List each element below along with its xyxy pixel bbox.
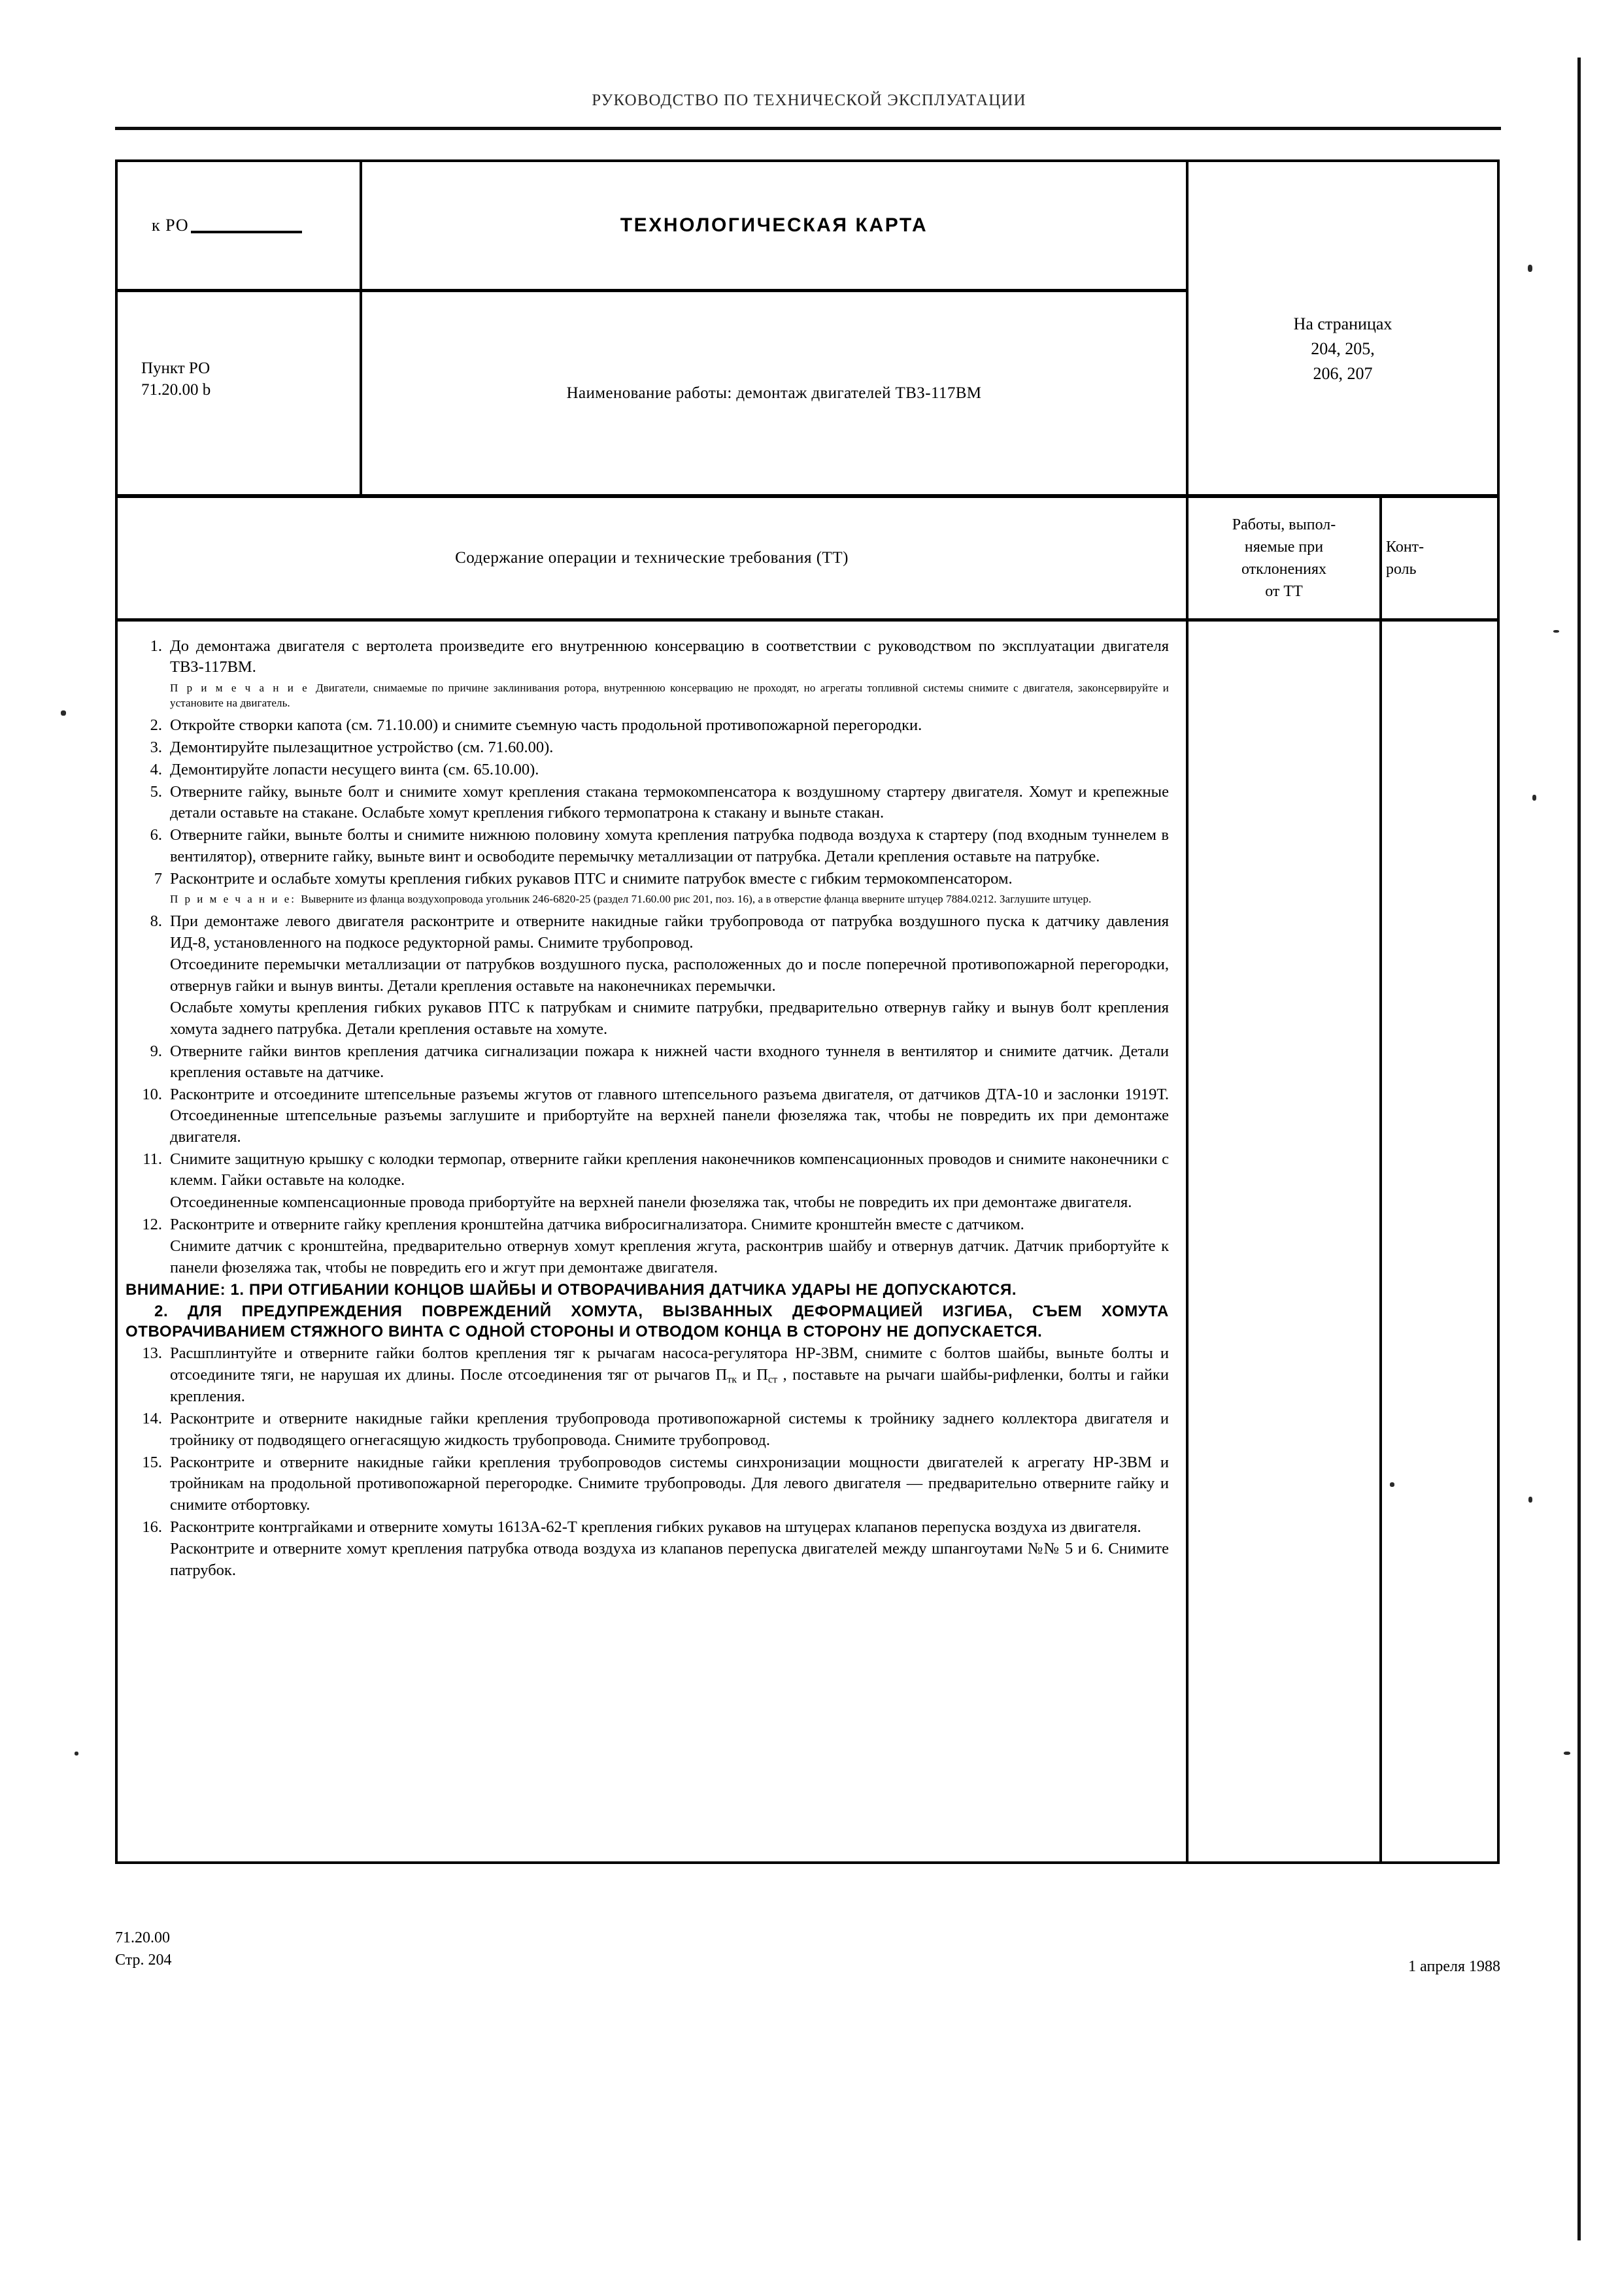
operation-paragraph: Расконтрите и ослабьте хомуты крепления гибких рукавов ПТС и снимите патрубок вместе с гибким термокомпенсатором. <box>170 869 1013 888</box>
operation-body <box>170 1452 1169 1516</box>
operation-body <box>170 1149 1169 1213</box>
footer-left <box>115 1927 171 1971</box>
punkt-ro-label: Пункт РО <box>141 359 211 377</box>
header-rule <box>115 127 1501 130</box>
operation-paragraph: Снимите датчик с кронштейна, предварительно отвернув хомут крепления жгута, расконтрив шайбу и отвернув датчик. Датчик прибортуйте к панели фюзеляжа так, чтобы не повредить его и жгут при демонтаже двигателя. <box>170 1237 1169 1276</box>
scan-speck <box>1564 1752 1570 1755</box>
ro-reference-cell <box>118 162 360 289</box>
operation-number: 14. <box>142 1410 162 1428</box>
punkt-ro-value: 71.20.00 b <box>141 381 211 399</box>
operation-item <box>132 1149 1169 1213</box>
technological-card-table <box>115 159 1500 1864</box>
operation-body <box>170 737 1169 758</box>
footer-section: 71.20.00 <box>115 1929 170 1946</box>
operation-number: 13. <box>142 1344 162 1363</box>
operations-list <box>118 622 1186 1861</box>
operation-paragraph: При демонтаже левого двигателя расконтрите и отверните накидные гайки трубопровода от патрубка воздушного пуска к датчику давления ИД-8, установленного на подкосе редукторной рамы. Снимите трубопровод. <box>170 912 1169 952</box>
operation-item <box>132 782 1169 824</box>
operation-item <box>126 1214 1169 1342</box>
card-title: ТЕХНОЛОГИЧЕСКАЯ КАРТА <box>620 214 928 236</box>
note-text: Выверните из фланца воздухопровода угольник 246-6820-25 (раздел 71.60.00 рис 201, поз. 16), а в отверстие фланца вверните штуцер 7884.0212. Заглушите штуцер. <box>301 893 1092 906</box>
table-divider-vertical <box>1379 494 1382 1861</box>
operation-item <box>132 1517 1169 1581</box>
operation-item <box>132 737 1169 758</box>
operation-body <box>170 782 1169 824</box>
operation-paragraph: Ослабьте хомуты крепления гибких рукавов ПТС к патрубкам и снимите патрубки, предварительно отвернув гайку и вынув болт крепления хомута заднего патрубка. Детали крепления оставьте на хомуте. <box>170 999 1169 1038</box>
operation-body <box>170 1408 1169 1451</box>
punkt-ro-cell <box>118 292 360 494</box>
operation-paragraph: Отверните гайку, выньте болт и снимите хомут крепления стакана термокомпенсатора к воздушному стартеру двигателя. Хомут и крепежные детали оставьте на стакане. Ослабьте хомут крепления гибкого термопатрона к стакану и выньте стакан. <box>170 782 1169 822</box>
running-header: РУКОВОДСТВО ПО ТЕХНИЧЕСКОЙ ЭКСПЛУАТАЦИИ <box>592 92 1026 109</box>
deviations-line-3: отклонениях <box>1241 561 1327 578</box>
ro-blank-field[interactable] <box>191 218 302 233</box>
scan-speck <box>1532 795 1536 801</box>
operation-number: 4. <box>150 760 162 778</box>
operation-item <box>132 1408 1169 1451</box>
column-header-content-label: Содержание операции и технические требования (ТТ) <box>455 549 849 567</box>
operation-item <box>132 1343 1169 1408</box>
operation-paragraph: Снимите защитную крышку с колодки термопар, отверните гайки крепления наконечников компенсационных проводов и снимите наконечники с клемм. Гайки оставьте на колодке. <box>170 1150 1169 1190</box>
operation-item <box>132 1084 1169 1148</box>
operation-paragraph: Расконтрите и отсоедините штепсельные разъемы жгутов от главного штепсельного разъема двигателя, от датчиков ДТА-10 и заслонки 1919Т. Отсоединенные штепсельные разъемы заглушите и прибортуйте на верхней панели фюзеляжа так, чтобы не повредить их при демонтаже двигателя. <box>170 1085 1169 1146</box>
operation-number: 5. <box>150 782 162 801</box>
operation-paragraph: Отсоединенные компенсационные провода прибортуйте на верхней панели фюзеляжа так, чтобы не повредить их при демонтаже двигателя. <box>170 1193 1132 1211</box>
operation-body <box>170 715 1169 736</box>
pages-cell <box>1188 162 1497 494</box>
operation-paragraph: Расконтрите и отверните накидные гайки крепления трубопроводов системы синхронизации мощности двигателей к агрегату НР-3ВМ и тройникам на продольной противопожарной перегородке. Снимите трубопроводы. Для левого двигателя — предварительно отверните гайку и снимите отбортовку. <box>170 1453 1169 1514</box>
operation-number: 3. <box>150 738 162 756</box>
operation-item <box>132 1452 1169 1516</box>
operation-number: 12. <box>142 1215 162 1233</box>
scan-speck <box>61 710 66 716</box>
note-label: П р и м е ч а н и е <box>170 681 316 694</box>
scan-speck <box>1528 265 1532 272</box>
deviations-line-1: Работы, выпол- <box>1232 516 1336 533</box>
card-title-cell <box>362 162 1186 289</box>
operation-body <box>170 869 1169 910</box>
operation-number: 11. <box>143 1150 162 1168</box>
operation-paragraph: Расшплинтуйте и отверните гайки болтов крепления тяг к рычагам насоса-регулятора НР-3ВМ, снимите с болтов шайбы, выньте болты и отсоедините тяги, не нарушая их длины. После отсоединения тяг от рычагов $П_{тк}$ и $П_{ст}$ , поставьте на рычаги шайбы-рифленки, болты и гайки крепления. <box>170 1344 1170 1406</box>
operation-number: 10. <box>142 1085 162 1103</box>
pages-line-1: 204, 205, <box>1311 339 1375 359</box>
operation-paragraph: Отверните гайки, выньте болты и снимите нижнюю половину хомута крепления патрубка подвода воздуха к стартеру (под входным туннелем в вентилятор), отверните гайку, выньте винт и освободите перемычку металлизации от патрубка. Детали крепления оставьте на патрубке. <box>170 826 1169 865</box>
scan-speck <box>1528 1497 1532 1503</box>
operation-item <box>132 636 1169 714</box>
operation-note <box>170 892 1169 907</box>
operation-item <box>132 869 1169 910</box>
operation-number: 6. <box>150 826 162 844</box>
operation-paragraph: Расконтрите и отверните хомут крепления патрубка отвода воздуха из клапанов перепуска двигателей между шпангоутами №№ 5 и 6. Снимите патрубок. <box>170 1540 1169 1579</box>
operation-number: 2. <box>150 716 162 734</box>
operation-number: 15. <box>142 1453 162 1471</box>
deviations-line-4: от ТТ <box>1265 583 1303 601</box>
operation-body <box>170 1041 1169 1084</box>
work-name: Наименование работы: демонтаж двигателей ТВЗ-117ВМ <box>566 384 982 402</box>
operation-number: 8. <box>150 912 162 931</box>
operation-body <box>170 911 1169 1040</box>
column-header-control <box>1382 498 1497 618</box>
operation-paragraph: Расконтрите контргайками и отверните хомуты 1613А-62-Т крепления гибких рукавов на штуцерах клапанов перепуска воздуха из двигателя. <box>170 1518 1141 1536</box>
footer-page: Стр. 204 <box>115 1952 172 1969</box>
scan-speck <box>1553 630 1559 633</box>
operation-note <box>170 681 1169 711</box>
operation-body <box>170 759 1169 780</box>
operation-body <box>170 1343 1169 1408</box>
operation-paragraph: До демонтажа двигателя с вертолета произведите его внутреннюю консервацию в соответствии с руководством по эксплуатации двигателя ТВЗ-117ВМ. <box>170 637 1169 676</box>
operation-paragraph: Расконтрите и отверните гайку крепления кронштейна датчика вибросигнализатора. Снимите кронштейн вместе с датчиком. <box>170 1215 1024 1233</box>
operation-paragraph: Демонтируйте лопасти несущего винта (см. 65.10.00). <box>170 760 539 778</box>
operation-number: 1. <box>150 637 162 655</box>
footer-date: 1 апреля 1988 <box>1408 1958 1500 1975</box>
work-name-cell <box>362 292 1186 494</box>
scan-speck <box>75 1752 78 1755</box>
operation-item <box>132 911 1169 1040</box>
column-header-deviations <box>1188 498 1379 618</box>
deviations-line-2: няемые при <box>1244 538 1324 556</box>
operation-number: 16. <box>142 1518 162 1536</box>
operation-item <box>132 759 1169 780</box>
scan-edge-artifact <box>1577 58 1581 2240</box>
operation-body <box>170 825 1169 867</box>
pages-label: На страницах <box>1293 314 1392 334</box>
control-line-1: Конт- <box>1386 538 1424 556</box>
operation-body <box>170 636 1169 714</box>
operation-paragraph: Отверните гайки винтов крепления датчика сигнализации пожара к нижней части входного туннеля в вентилятор и снимите датчик. Детали крепления оставьте на датчике. <box>170 1042 1169 1081</box>
operation-item <box>132 825 1169 867</box>
operation-item <box>132 715 1169 736</box>
operation-number: 7 <box>154 869 162 888</box>
operation-warning: ВНИМАНИЕ: 1. ПРИ ОТГИБАНИИ КОНЦОВ ШАЙБЫ И ОТВОРАЧИВАНИЯ ДАТЧИКА УДАРЫ НЕ ДОПУСКАЮТСЯ. <box>126 1281 1017 1299</box>
operation-body <box>170 1084 1169 1148</box>
operation-paragraph: Демонтируйте пылезащитное устройство (см. 71.60.00). <box>170 738 554 756</box>
operation-paragraph: Отсоедините перемычки металлизации от патрубков воздушного пуска, расположенных до и после поперечной противопожарной перегородки, отвернув гайки и вынув винты. Детали крепления оставьте на наконечниках перемычки. <box>170 956 1169 995</box>
operation-paragraph: Откройте створки капота (см. 71.10.00) и снимите съемную часть продольной противопожарной перегородки. <box>170 716 922 734</box>
operation-paragraph: Расконтрите и отверните накидные гайки крепления трубопровода противопожарной системы к тройнику заднего коллектора двигателя и тройнику от подводящего огнегасящую жидкость трубопровода. Снимите трубопровод. <box>170 1410 1169 1449</box>
note-text: Двигатели, снимаемые по причине заклинивания ротора, внутреннюю консервацию не проходят, но агрегаты топливной системы снимите с двигателя, законсервируйте и установите на двигатель. <box>170 681 1169 709</box>
control-line-2: роль <box>1386 561 1417 578</box>
note-label: П р и м е ч а н и е: <box>170 893 301 906</box>
pages-line-2: 206, 207 <box>1313 363 1373 383</box>
column-header-content <box>118 498 1186 618</box>
ro-label: к РО <box>152 216 189 235</box>
operation-body <box>170 1517 1169 1581</box>
operation-warning: 2. ДЛЯ ПРЕДУПРЕЖДЕНИЯ ПОВРЕЖДЕНИЙ ХОМУТА, ВЫЗВАННЫХ ДЕФОРМАЦИЕЙ ИЗГИБА, СЪЕМ ХОМУТА ОТВОРАЧИВАНИЕМ СТЯЖНОГО ВИНТА С ОДНОЙ СТОРОНЫ И ОТВОДОМ КОНЦА В СТОРОНУ НЕ ДОПУСКАЕТСЯ. <box>126 1303 1169 1341</box>
operation-item <box>132 1041 1169 1084</box>
operation-number: 9. <box>150 1042 162 1060</box>
